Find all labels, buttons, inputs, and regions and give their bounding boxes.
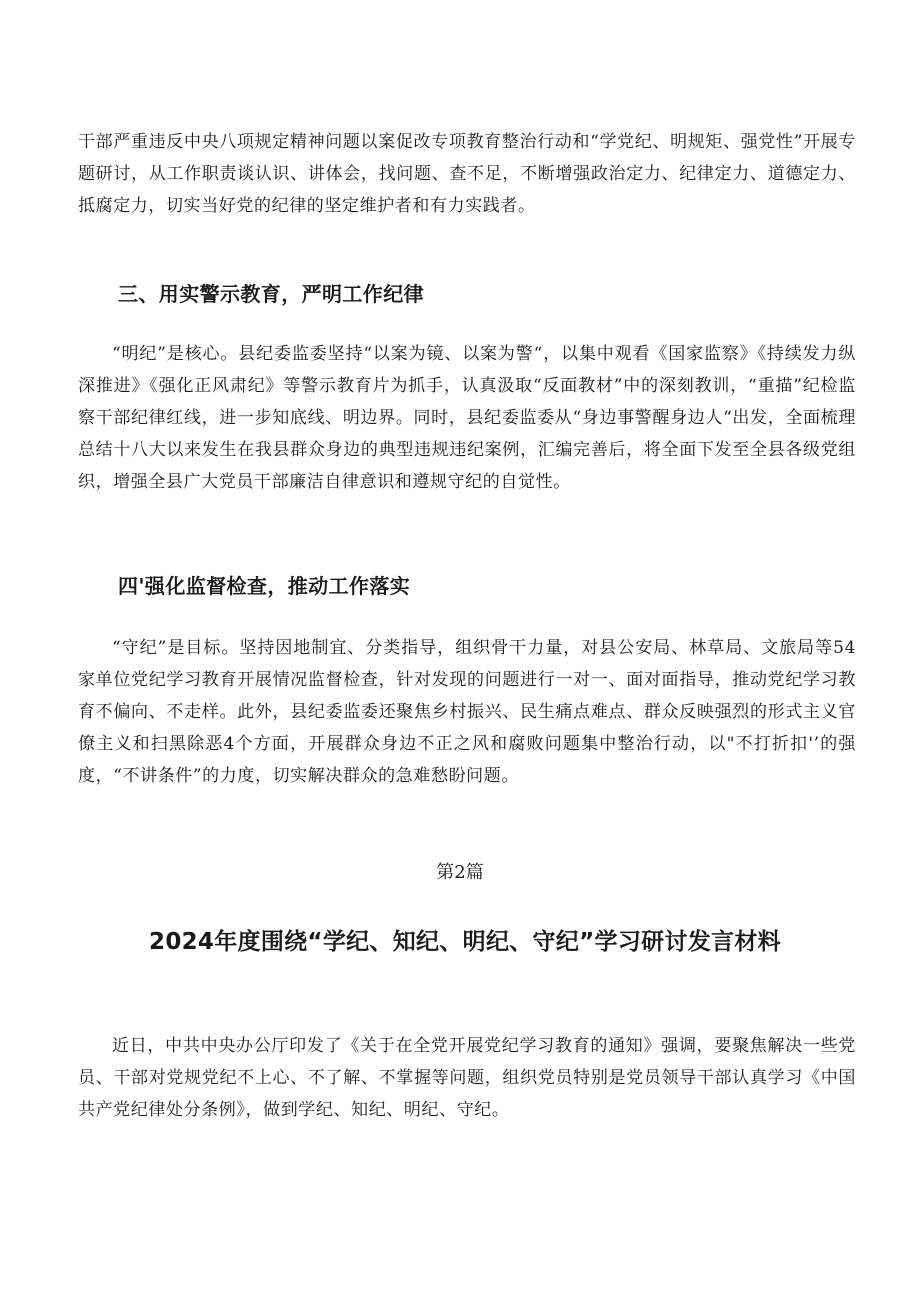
part-label: 第2篇 [436, 862, 484, 883]
intro-paragraph: 近日，中共中央办公厅印发了《关于在全党开展党纪学习教育的通知》强调，要聚焦解决一些党员、干部对党规党纪不上心、不了解、不掌握等问题，组织党员特别是党员领导干部认真学习《中国共产党纪律处分条例》，做到学纪、知纪、明纪、守纪。 [78, 1036, 856, 1120]
document-title: 2024年度围绕“学纪、知纪、明纪、守纪”学习研讨发言材料 [149, 929, 781, 955]
section-4-heading: 四'强化监督检查，推动工作落实 [118, 574, 411, 598]
continuation-paragraph: 干部严重违反中央八项规定精神问题以案促改专项教育整治行动和“学党纪、明规矩、强党性”开展专题研讨，从工作职责谈认识、讲体会，找问题、查不足，不断增强政治定力、纪律定力、道德定力、抵腐定力，切实当好党的纪律的坚定维护者和有力实践者。 [78, 132, 856, 216]
section-4-paragraph: “守纪”是目标。坚持因地制宜、分类指导，组织骨干力量，对县公安局、林草局、文旅局等54家单位党纪学习教育开展情况监督检查，针对发现的问题进行一对一、面对面指导，推动党纪学习教育不偏向、不走样。此外，县纪委监委还聚焦乡村振兴、民生痛点难点、群众反映强烈的形式主义官僚主义和扫黑除恶4个方面，开展群众身边不正之风和腐败问题集中整治行动，以"不打折扣'’的强度，“不讲条件”的力度，切实解决群众的急难愁盼问题。 [78, 638, 856, 786]
section-3-heading: 三、用实警示教育，严明工作纪律 [118, 282, 424, 306]
section-3-paragraph: “明纪”是核心。县纪委监委坚持“以案为镜、以案为警“，以集中观看《国家监察》《持续发力纵深推进》《强化正风肃纪》等警示教育片为抓手，认真汲取“反面教材”中的深刻教训，“重描”纪检监察干部纪律红线，进一步知底线、明边界。同时，县纪委监委从“身边事警醒身边人“出发，全面梳理总结十八大以来发生在我县群众身边的典型违规违纪案例，汇编完善后，将全面下发至全县各级党组织，增强全县广大党员干部廉洁自律意识和遵规守纪的自觉性。 [78, 344, 856, 492]
